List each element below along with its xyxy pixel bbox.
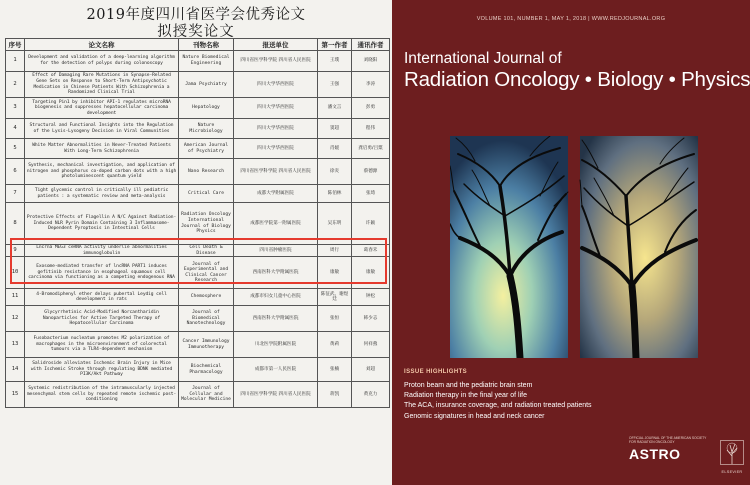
first-author: 王璞 — [318, 51, 352, 72]
astro-society-text: OFFICIAL JOURNAL OF THE AMERICAN SOCIETY FOR RADIATION ONCOLOGY — [629, 436, 707, 445]
first-author: 窦超 — [318, 119, 352, 139]
highlight-item: The ACA, insurance coverage, and radiation treated patients — [404, 402, 592, 410]
paper-title: Glycyrrhetinic Acid-Modified Norcantharidin Nanoparticles for Active Targeted Therapy of Hepatocellular Carcinoma — [25, 306, 179, 332]
submitting-unit: 四川省肿瘤医院 — [234, 245, 318, 257]
paper-title: Salidroside alleviates Ischemic Brain Injury in Mice with Ischemic Stroke through regulating BDNK mediated PI3K/Akt Pathway — [25, 358, 179, 382]
table-row — [6, 358, 390, 382]
submitting-unit: 四川省医学科学院 四川省人民医院 — [234, 382, 318, 408]
table-row — [6, 51, 390, 72]
table-row — [6, 289, 390, 306]
first-author: 黄莉 — [318, 332, 352, 358]
row-number: 7 — [6, 185, 25, 203]
paper-title: Fusobacterium nucleatum promotes M2 polarization of macrophages in the microenvironment of colorectal tumours via a TLR4-dependent mechanism — [25, 332, 179, 358]
volume-line: VOLUME 101, NUMBER 1, MAY 1, 2018 | WWW.REDJOURNAL.ORG — [476, 16, 666, 22]
paper-title: 4-Bromodiphenyl ether delays pubertal Leydig cell development in rats — [25, 289, 179, 306]
submitting-unit: 四川省医学科学院 四川省人民医院 — [234, 159, 318, 185]
journal-name: American Journal of Psychiatry — [179, 139, 234, 159]
highlight-item: Genomic signatures in head and neck cancer — [404, 412, 545, 420]
first-author: 周行 — [318, 245, 352, 257]
submitting-unit: 西南医科大学附属医院 — [234, 257, 318, 289]
journal-title-prefix: International Journal of — [404, 50, 562, 67]
paper-title: Effect of Damaging Rare Mutations in Synapse-Related Gene Sets on Response to Short-Term Antipsychotic Medication in Chinese Patients With Schizophrenia a Randomized Clinical Trial — [25, 72, 179, 98]
paper-title: White Matter Abnormalities in Never-Treated Patients With Long-Term Schizophrenia — [25, 139, 179, 159]
col-header-no: 序号 — [6, 39, 25, 51]
journal-name: Nano Research — [179, 159, 234, 185]
elsevier-tree-icon — [720, 440, 744, 470]
first-author: 张恒 — [318, 306, 352, 332]
submitting-unit: 川北医学院附属医院 — [234, 332, 318, 358]
journal-title: Radiation Oncology • Biology • Physics — [404, 68, 750, 91]
journal-name: Journal of Biomedical Nanotechnology — [179, 306, 234, 332]
first-author: 陈征武、谢煜廷 — [318, 289, 352, 306]
paper-title: Tight glycemic control in critically ill pediatric patients : a systematic review and meta-analysis — [25, 185, 179, 203]
document-title: 2019年度四川省医学会优秀论文 — [86, 7, 306, 23]
highlight-item: Proton beam and the pediatric brain stem — [404, 382, 533, 389]
first-author: 肖媛 — [318, 139, 352, 159]
table-row — [6, 203, 390, 245]
corresponding-author: 康敏 — [352, 257, 390, 289]
paper-title: Protective Effects of Flagellin A N/C Against Radiation-Induced NLR Pyrin Domain Containing 3 Inflammasome-Dependent Pyroptosis in Intestinal Cells — [25, 203, 179, 245]
row-number: 4 — [6, 119, 25, 139]
table-row — [6, 139, 390, 159]
journal-name: Nature Biomedical Engineering — [179, 51, 234, 72]
issue-highlights-list — [404, 381, 592, 422]
corresponding-author: 龚启勇/吕粟 — [352, 139, 390, 159]
submitting-unit: 四川大学华西医院 — [234, 72, 318, 98]
journal-name: Chemosphere — [179, 289, 234, 306]
journal-cover — [392, 0, 750, 485]
astro-logo-block — [629, 436, 719, 462]
row-number: 2 — [6, 72, 25, 98]
corresponding-author: 许颖 — [352, 203, 390, 245]
highlight-item: Radiation therapy in the final year of life — [404, 392, 527, 400]
submitting-unit: 成都市妇女儿童中心医院 — [234, 289, 318, 306]
table-header-row — [6, 39, 390, 51]
table-row — [6, 119, 390, 139]
cover-artwork — [450, 136, 698, 358]
elsevier-wordmark: ELSEVIER — [721, 470, 743, 474]
journal-name: Radiation Oncology International Journal of Biology Physics — [179, 203, 234, 245]
issue-highlights-label: ISSUE HIGHLIGHTS — [404, 369, 468, 375]
astro-logo: ASTRO — [629, 446, 681, 463]
corresponding-author: 何祥燕 — [352, 332, 390, 358]
first-author: 潘文言 — [318, 98, 352, 119]
row-number: 12 — [6, 306, 25, 332]
submitting-unit: 四川大学华西医院 — [234, 119, 318, 139]
submitting-unit: 成都医学院第一附属医院 — [234, 203, 318, 245]
table-row — [6, 257, 390, 289]
table-row — [6, 98, 390, 119]
col-header-first-author: 第一作者 — [318, 39, 352, 51]
paper-title: Development and validation of a deep-learning algorithm for the detection of polyps during colonoscopy — [25, 51, 179, 72]
table-row — [6, 159, 390, 185]
paper-title: Systemic redistribution of the intramuscularly injected mesenchymal stem cells by repeated remote ischemic post-conditioning — [25, 382, 179, 408]
corresponding-author: 刘晓阳 — [352, 51, 390, 72]
corresponding-author: 程伟 — [352, 119, 390, 139]
row-number: 1 — [6, 51, 25, 72]
first-author: 陈佰林 — [318, 185, 352, 203]
journal-name: Biochemical Pharmacology — [179, 358, 234, 382]
row-number: 10 — [6, 257, 25, 289]
corresponding-author: 李涛 — [352, 72, 390, 98]
cover-tree-artwork — [450, 136, 698, 358]
first-author: 康敏 — [318, 257, 352, 289]
journal-name: Jama Psychiatry — [179, 72, 234, 98]
paper-title: Structural and Functional Insights into the Regulation of the Lysis-Lysogeny Decision in Viral Communities — [25, 119, 179, 139]
table-row — [6, 72, 390, 98]
col-header-unit: 报送单位 — [234, 39, 318, 51]
paper-title: Lncrna MEG3 ceRNA activity underlie abnormalities immunoglobulin — [25, 245, 179, 257]
document-subtitle: 拟授奖论文 — [157, 24, 235, 40]
corresponding-author: 张琦 — [352, 185, 390, 203]
corresponding-author: 黄克力 — [352, 382, 390, 408]
submitting-unit: 成都大学附属医院 — [234, 185, 318, 203]
journal-name: Cell Death & Disease — [179, 245, 234, 257]
row-number: 14 — [6, 358, 25, 382]
col-header-corresponding-author: 通讯作者 — [352, 39, 390, 51]
row-number: 9 — [6, 245, 25, 257]
submitting-unit: 西南医科大学附属医院 — [234, 306, 318, 332]
paper-title: Exosome-mediated transfer of lncRNA PART1 induces gefitinib resistance in esophageal squamous cell carcinoma via functioning as a competing endogenous RNA — [25, 257, 179, 289]
table-row — [6, 332, 390, 358]
table-row — [6, 306, 390, 332]
submitting-unit: 四川省医学科学院 四川省人民医院 — [234, 51, 318, 72]
row-number: 5 — [6, 139, 25, 159]
first-author: 徐炎 — [318, 159, 352, 185]
journal-name: Journal of Experimental and Clinical Cancer Research — [179, 257, 234, 289]
row-number: 11 — [6, 289, 25, 306]
journal-name: Nature Microbiology — [179, 119, 234, 139]
paper-title: Targeting Pin1 by inhibitor API-1 regulates microRNA biogenesis and suppresses hepatocellular carcinoma development — [25, 98, 179, 119]
first-author: 蒋凯 — [318, 382, 352, 408]
col-header-paper: 论文名称 — [25, 39, 179, 51]
row-number: 6 — [6, 159, 25, 185]
journal-name: Hepatology — [179, 98, 234, 119]
corresponding-author: 彭勇 — [352, 98, 390, 119]
row-number: 8 — [6, 203, 25, 245]
corresponding-author: 刘超 — [352, 358, 390, 382]
row-number: 3 — [6, 98, 25, 119]
corresponding-author: 葛春禾 — [352, 245, 390, 257]
submitting-unit: 四川大学华西医院 — [234, 98, 318, 119]
corresponding-author: 韩少志 — [352, 306, 390, 332]
col-header-journal: 刊物名称 — [179, 39, 234, 51]
first-author: 王强 — [318, 72, 352, 98]
table-row — [6, 382, 390, 408]
corresponding-author: 钟松 — [352, 289, 390, 306]
row-number: 15 — [6, 382, 25, 408]
first-author: 吴东明 — [318, 203, 352, 245]
award-table — [5, 38, 390, 408]
submitting-unit: 成都市第一人民医院 — [234, 358, 318, 382]
first-author: 张楠 — [318, 358, 352, 382]
row-number: 13 — [6, 332, 25, 358]
journal-name: Journal of Cellular and Molecular Medicine — [179, 382, 234, 408]
journal-name: Cancer Immunology Immunotherapy — [179, 332, 234, 358]
submitting-unit: 四川大学华西医院 — [234, 139, 318, 159]
paper-title: Synthesis, mechanical investigation, and application of nitrogen and phosphorus co-doped carbon dots with a high photoluminescent quantum yield — [25, 159, 179, 185]
table-row — [6, 185, 390, 203]
corresponding-author: 蔡德源 — [352, 159, 390, 185]
table-row — [6, 245, 390, 257]
elsevier-logo-block — [718, 440, 746, 474]
journal-name: Critical Care — [179, 185, 234, 203]
